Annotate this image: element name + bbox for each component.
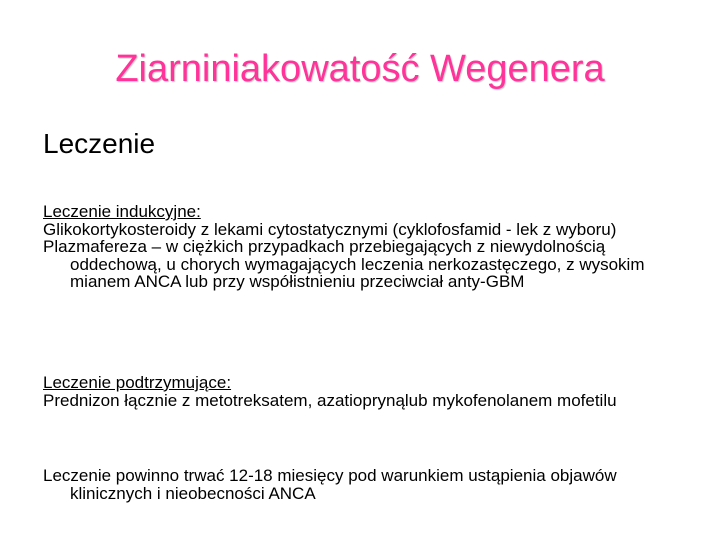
induction-section bbox=[43, 203, 683, 291]
duration-section bbox=[43, 467, 683, 502]
maintenance-heading: Leczenie podtrzymujące: bbox=[43, 373, 232, 392]
duration-text: Leczenie powinno trwać 12-18 miesięcy pod warunkiem ustąpienia objawów klinicznych i nieobecności ANCA bbox=[43, 466, 617, 503]
maintenance-section bbox=[43, 374, 683, 409]
induction-heading: Leczenie indukcyjne: bbox=[43, 202, 201, 221]
slide-subtitle: Leczenie bbox=[43, 128, 156, 159]
induction-item-glucocorticoids: Glikokortykosteroidy z lekami cytostatycznymi (cyklofosfamid - lek z wyboru) bbox=[43, 219, 617, 239]
slide-title: Ziarniniakowatość Wegenera bbox=[115, 48, 605, 90]
maintenance-item-prednisone: Prednizon łącznie z metotreksatem, azatioprynąlub mykofenolanem mofetilu bbox=[43, 390, 617, 410]
induction-item-plasmapheresis: Plazmafereza – w ciężkich przypadkach przebiegających z niewydolnością oddechową, u chorych wymagających leczenia nerkozastęczego, z wysokim mianem ANCA lub przy współistnieniu przeciwciał anty-GBM bbox=[43, 237, 645, 291]
